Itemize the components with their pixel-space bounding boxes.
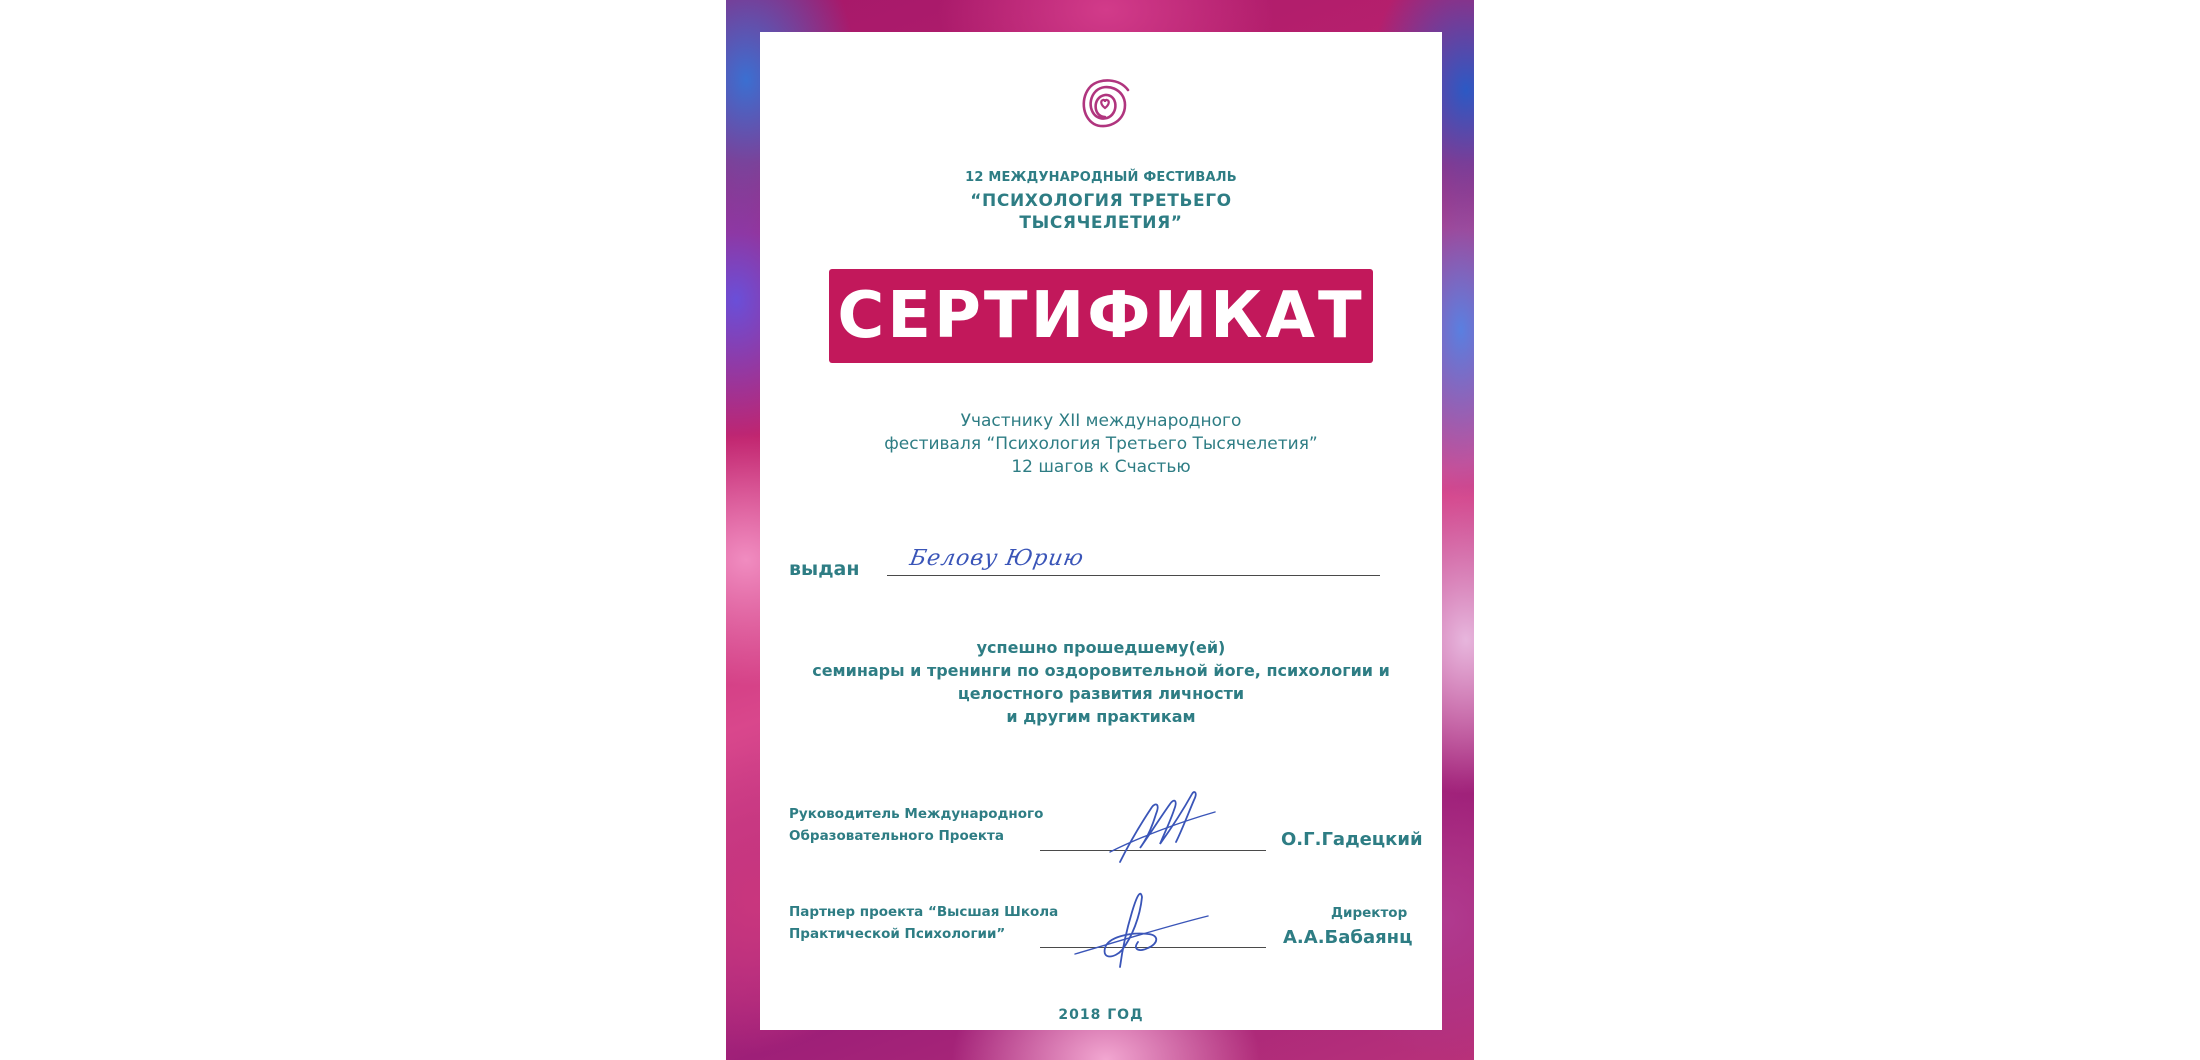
intro-line: Участнику XII международного <box>960 411 1242 431</box>
achievement-line: и другим практикам <box>1006 707 1196 726</box>
certificate-frame <box>726 0 1474 1060</box>
achievement-line: семинары и тренинги по оздоровительной йоге, психологии и <box>812 661 1390 680</box>
signer1-name: О.Г.Гадецкий <box>1281 829 1423 850</box>
signer2-role <box>789 901 1058 945</box>
achievement-line: целостного развития личности <box>957 684 1245 703</box>
intro-line: 12 шагов к Счастью <box>1011 457 1191 477</box>
certificate-year: 2018 ГОД <box>1058 1007 1144 1023</box>
festival-name-line: “ПСИХОЛОГИЯ ТРЕТЬЕГО <box>970 191 1232 211</box>
certificate-title: СЕРТИФИКАТ <box>829 269 1373 363</box>
intro-line: фестиваля “Психология Третьего Тысячелетия” <box>884 434 1318 454</box>
signer2-role-line: Практической Психологии” <box>789 926 1006 942</box>
achievement-text <box>760 636 1442 728</box>
festival-name <box>760 190 1442 234</box>
signer1-role-line: Образовательного Проекта <box>789 828 1004 844</box>
signer2-role-line: Партнер проекта “Высшая Школа <box>789 904 1059 920</box>
signer2-signature <box>1060 882 1210 977</box>
certificate-paper <box>760 32 1442 1030</box>
issued-underline <box>887 575 1380 576</box>
spiral-heart-logo-icon <box>1070 72 1140 142</box>
festival-name-line: ТЫСЯЧЕЛЕТИЯ” <box>1019 213 1183 233</box>
achievement-line: успешно прошедшему(ей) <box>976 638 1226 657</box>
intro-text <box>760 410 1442 479</box>
recipient-name: Белову Юрию <box>907 546 1087 571</box>
signer2-name: А.А.Бабаянц <box>1283 927 1413 948</box>
signer1-role <box>789 803 1043 847</box>
signer1-role-line: Руководитель Международного <box>789 806 1044 822</box>
signer2-title: Директор <box>1331 905 1408 921</box>
signer1-signature <box>1090 782 1220 872</box>
festival-subtitle: 12 МЕЖДУНАРОДНЫЙ ФЕСТИВАЛЬ <box>965 170 1237 185</box>
issued-label: выдан <box>789 558 860 580</box>
